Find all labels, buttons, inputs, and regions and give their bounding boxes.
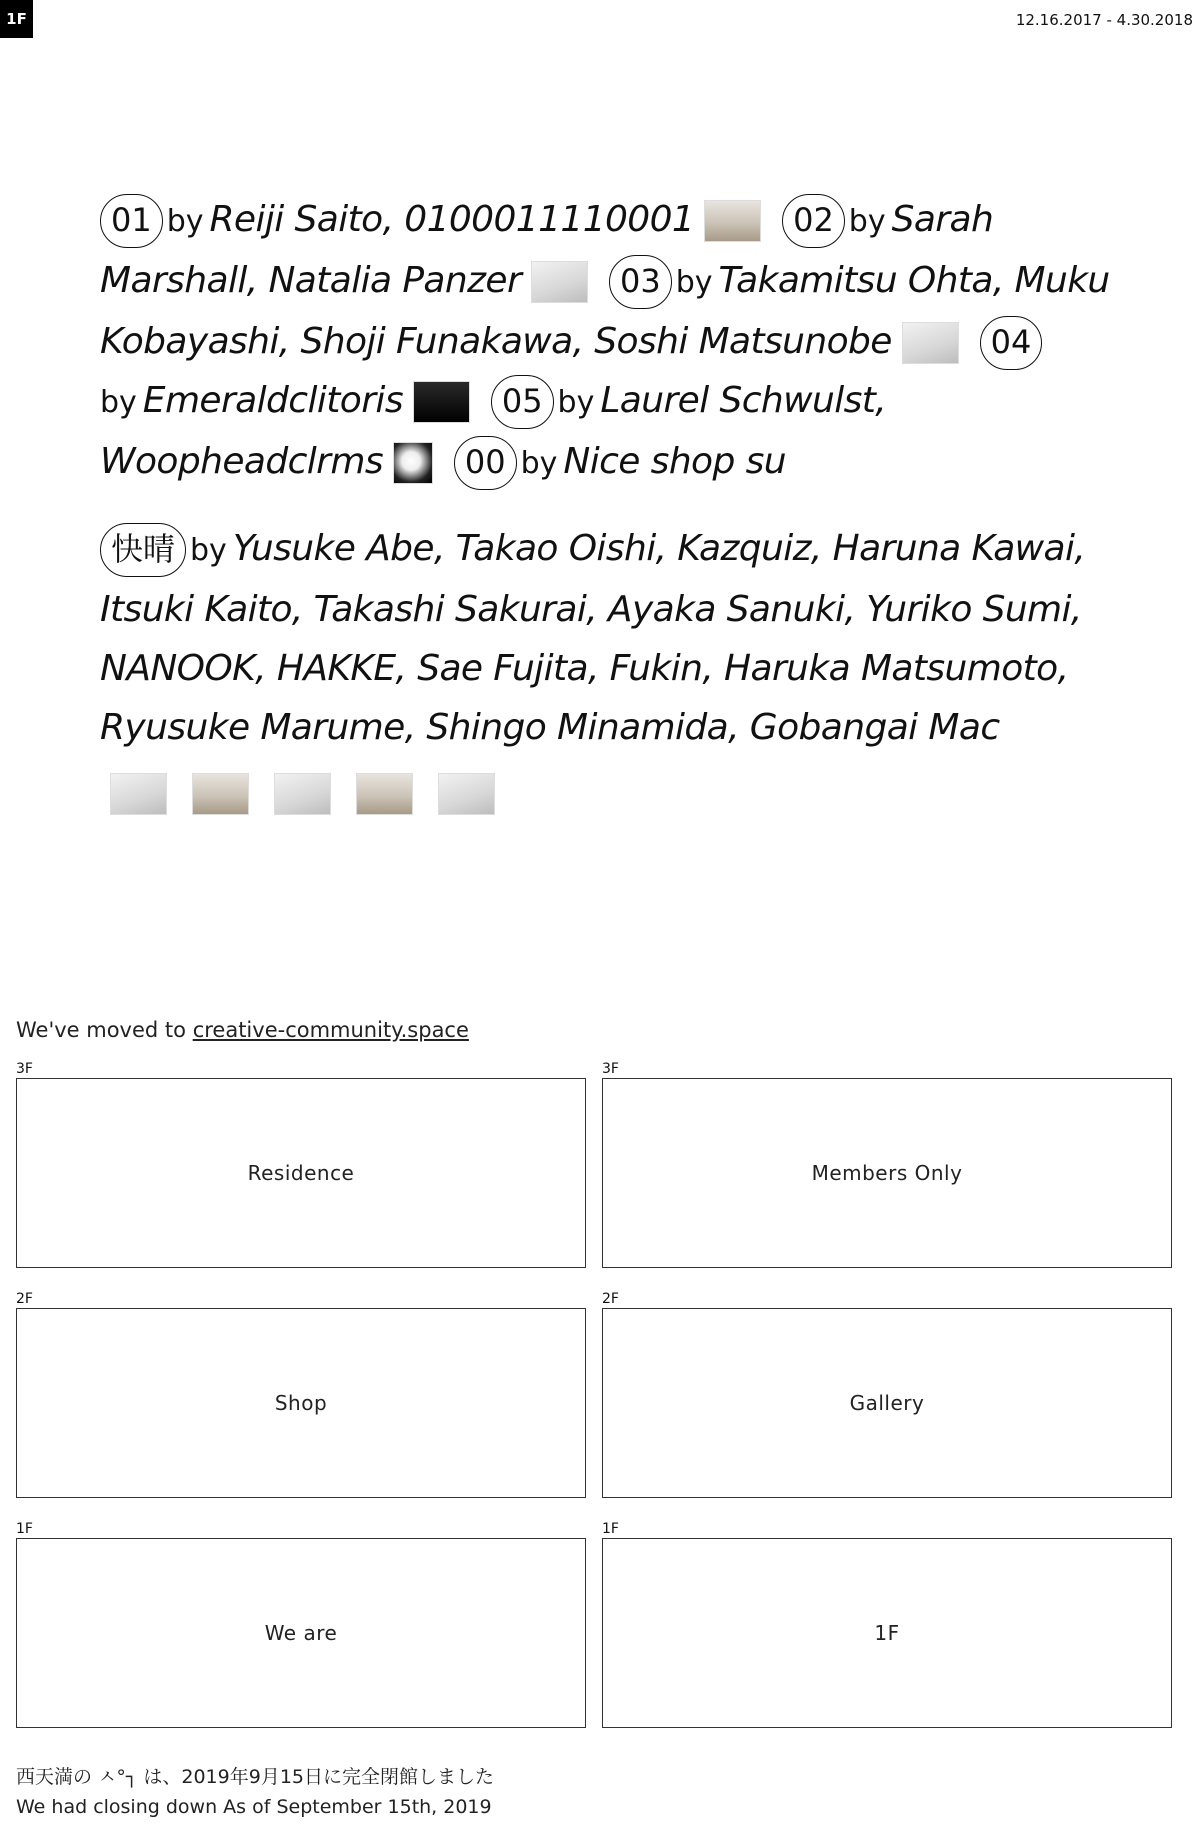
by-label: by (166, 204, 204, 239)
exhibition-thumbnail[interactable] (902, 322, 959, 364)
by-label: by (675, 265, 713, 300)
floor-link-shop[interactable]: Shop (16, 1308, 586, 1498)
floor-link-members-only[interactable]: Members Only (602, 1078, 1172, 1268)
exhibition-thumbnail[interactable] (192, 773, 249, 815)
by-label: by (557, 385, 595, 420)
exhibition-00[interactable] (454, 441, 786, 482)
exhibition-thumbnail[interactable] (110, 773, 167, 815)
by-label: by (190, 533, 227, 568)
floor-cell (602, 1060, 1172, 1268)
by-label: by (520, 446, 558, 481)
exhibition-kaisei[interactable] (100, 519, 1120, 757)
moved-notice (16, 1018, 469, 1042)
floor-label: 1F (602, 1521, 619, 1537)
exhibition-number[interactable]: 02 (782, 194, 845, 248)
floor-label: 2F (602, 1291, 619, 1307)
floor-cell (16, 1290, 586, 1498)
floor-cell (16, 1060, 586, 1268)
exhibition-list (100, 190, 1120, 815)
artist-names: Reiji Saito, 0100011110001 (209, 199, 695, 240)
exhibition-thumbnail[interactable] (438, 773, 495, 815)
exhibition-thumbnail[interactable] (531, 261, 588, 303)
exhibition-01[interactable] (100, 199, 782, 240)
floor-link-1f[interactable]: 1F (602, 1538, 1172, 1728)
closing-notice (16, 1762, 494, 1822)
exhibition-number[interactable]: 05 (491, 375, 554, 429)
exhibition-thumbnail[interactable] (356, 773, 413, 815)
floor-badge[interactable]: 1F (0, 0, 33, 38)
moved-link[interactable]: creative-community.space (192, 1018, 469, 1042)
floor-link-we-are[interactable]: We are (16, 1538, 586, 1728)
artist-names: Sarah Marshall, Natalia Panzer (100, 199, 994, 301)
artist-names: Yusuke Abe, Takao Oishi, Kazquiz, Haruna Kawai, Itsuki Kaito, Takashi Sakurai, Ayaka Sanuki, Yuriko Sumi, NANOOK, HAKKE, Sae Fujita, Fukin, Haruka Matsumoto, Ryusuke Marume, Shingo Minamida, Gobangai Mac (100, 528, 1086, 748)
floor-link-residence[interactable]: Residence (16, 1078, 586, 1268)
by-label: by (100, 385, 137, 420)
closing-japanese: 西天満の ㅅ°┐ は、2019年9月15日に完全閉館しました (16, 1766, 494, 1788)
exhibition-paragraph (100, 190, 1120, 493)
exhibition-thumbnail[interactable] (393, 442, 433, 484)
exhibition-thumbnail[interactable] (704, 200, 761, 242)
floor-label: 1F (16, 1521, 33, 1537)
floor-label: 3F (16, 1061, 33, 1077)
by-label: by (848, 204, 886, 239)
exhibition-number[interactable]: 01 (100, 194, 163, 248)
artist-names: Nice shop su (563, 441, 786, 482)
floor-cell (602, 1520, 1172, 1728)
floor-cell (16, 1520, 586, 1728)
exhibition-number[interactable]: 03 (609, 255, 672, 309)
artist-names: Emeraldclitoris (142, 380, 403, 421)
closing-english: We had closing down As of September 15th, 2019 (16, 1796, 492, 1818)
exhibition-thumbnail[interactable] (274, 773, 331, 815)
floor-cell (602, 1290, 1172, 1498)
floor-link-gallery[interactable]: Gallery (602, 1308, 1172, 1498)
exhibition-number[interactable]: 04 (980, 316, 1043, 370)
floor-label: 2F (16, 1291, 33, 1307)
exhibition-thumbnail[interactable] (413, 381, 470, 423)
moved-prefix: We've moved to (16, 1018, 186, 1042)
floor-label: 3F (602, 1061, 619, 1077)
kaisei-thumbnails (100, 773, 1120, 815)
floor-grid (16, 1060, 1183, 1728)
exhibition-number[interactable]: 快晴 (100, 523, 186, 577)
date-range: 12.16.2017 - 4.30.2018 (1015, 11, 1193, 29)
artist-names: Takamitsu Ohta, Muku Kobayashi, Shoji Funakawa, Soshi Matsunobe (100, 260, 1110, 362)
artist-names: Laurel Schwulst, Woopheadclrms (100, 380, 887, 482)
exhibition-number[interactable]: 00 (454, 436, 517, 490)
